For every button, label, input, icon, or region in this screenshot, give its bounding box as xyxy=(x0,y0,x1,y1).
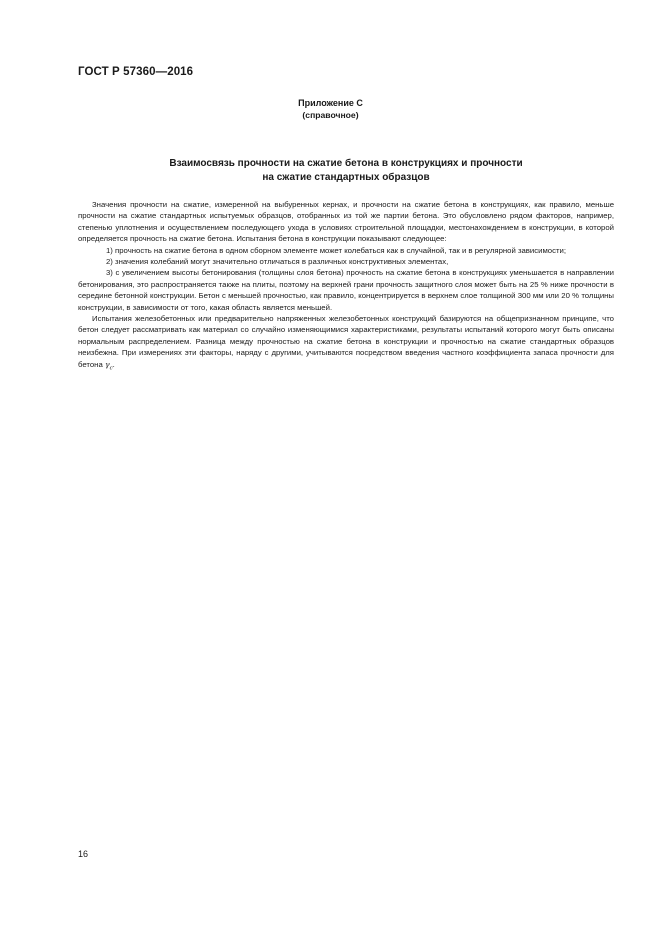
page-number: 16 xyxy=(78,849,89,859)
paragraph-conclusion xyxy=(78,313,614,375)
body-text xyxy=(78,199,614,375)
appendix-note: (справочное) xyxy=(302,110,359,120)
paragraph-conclusion-text: Испытания железобетонных или предварительно напряженных железобетонных конструкций базируются на общепризнанном принципе, что бетон следует рассматривать как материал со случайно изменяющимися характеристиками, результаты испытаний которого могут быть описаны нормальным распределением. Разница между прочностью на сжатие бетона в конструкции и прочностью на сжатие стандартных образцов неизбежна. При измерениях эти факторы, наряду с другими, учитываются посредством введения частного коэффициента запаса прочности для бетона xyxy=(78,314,614,369)
document-header xyxy=(78,66,193,78)
standard-number: ГОСТ Р 57360—2016 xyxy=(78,66,194,78)
section-title xyxy=(78,157,614,185)
end-punctuation: . xyxy=(112,359,115,369)
appendix-heading xyxy=(0,97,661,121)
paragraph-intro: Значения прочности на сжатие, измеренной на выбуренных кернах, и прочности на сжатие бетона в конструкциях, как правило, меньше прочности на сжатие стандартных испытуемых образцов, отобранных из той же партии бетона. Это обусловлено рядом факторов, например, степенью уплотнения и осуществлением последующего ухода в условиях строительной площадки, местонахождением в конструкции, в которой определяется прочность на сжатие бетона. Испытания бетона в конструкции показывают следующее: xyxy=(78,200,614,244)
section-title-line-1: Взаимосвязь прочности на сжатие бетона в конструкциях и прочности xyxy=(169,158,523,169)
section-title-line-2: на сжатие стандартных образцов xyxy=(262,172,430,183)
list-item-2: 2) значения колебаний могут значительно отличаться в различных конструктивных элементах, xyxy=(106,257,449,267)
gamma-c-symbol xyxy=(104,359,113,372)
list-item-1: 1) прочность на сжатие бетона в одном сборном элементе может колебаться как в случайной, так и в регулярной зависимости; xyxy=(106,245,567,255)
appendix-label: Приложение С xyxy=(298,98,363,108)
list-item-3: 3) с увеличением высоты бетонирования (толщины слоя бетона) прочность на сжатие бетона в конструкциях уменьшается в направлении бетонирования, это распространяется также на плиты, поэтому на верхней грани прочность защитного слоя может быть на 25 % ниже прочности в середине бетонной конструкции. Бетон с меньшей прочностью, как правило, концентрируется в верхнем слое толщиной 300 мм или 20 % толщины конструкции, в зависимости от того, какая область является меньшей. xyxy=(78,268,614,312)
gamma-subscript: c xyxy=(109,365,113,372)
gamma-letter: γ xyxy=(104,359,110,369)
